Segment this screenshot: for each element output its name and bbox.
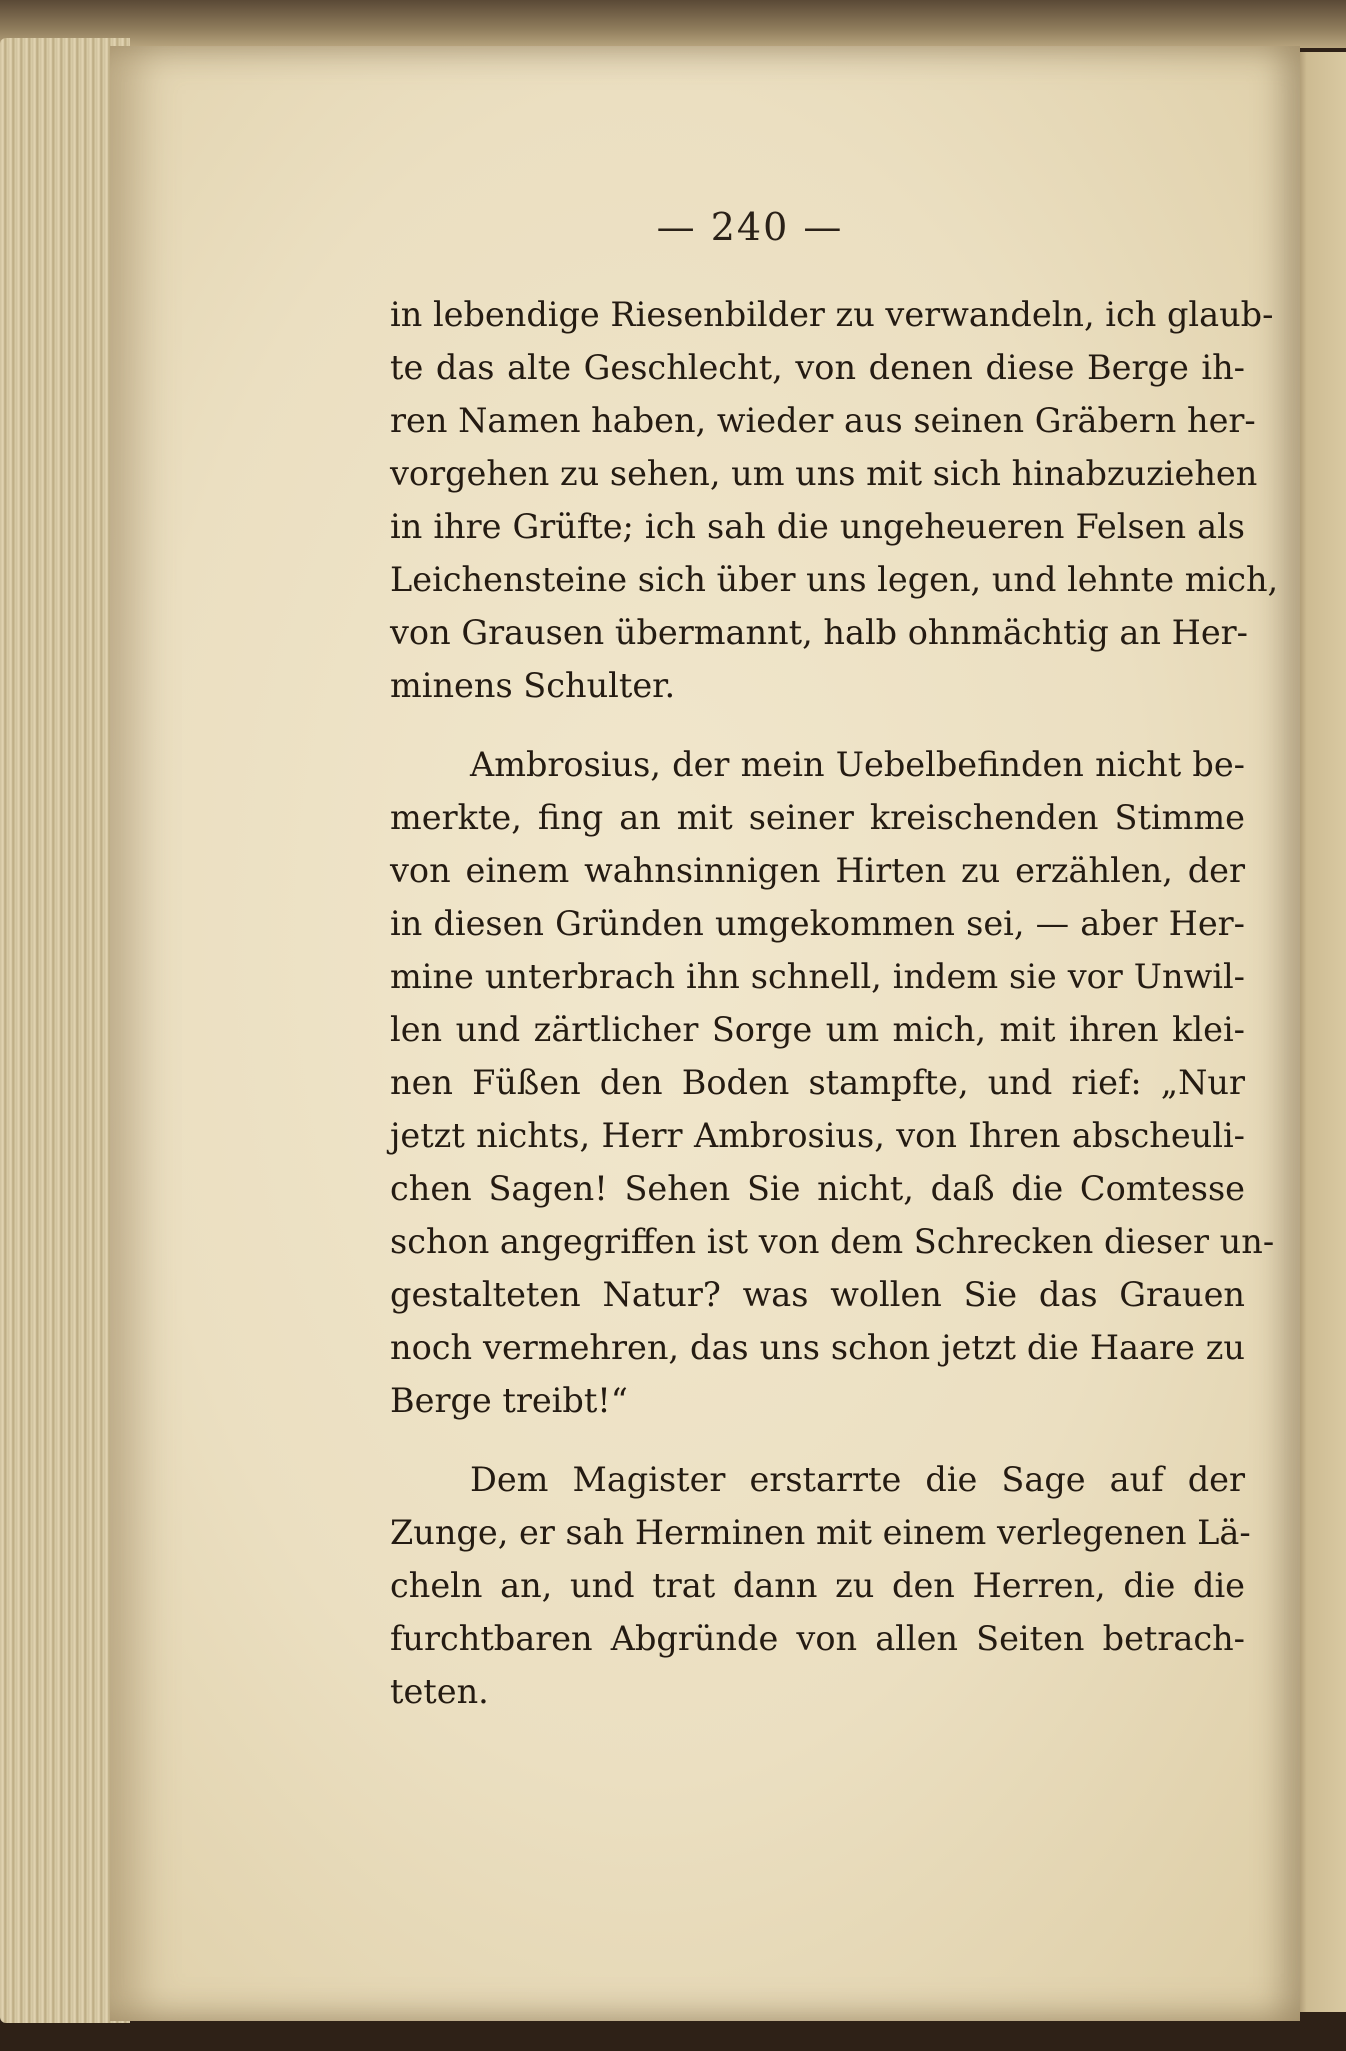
text-line: noch vermehren, das uns schon jetzt die Haare zu (390, 1328, 1245, 1367)
text-line: jetzt nichts, Herr Ambrosius, von Ihren abscheuli- (390, 1116, 1245, 1155)
text-line: teten. (390, 1672, 489, 1711)
text-line: nen Füßen den Boden stampfte, und rief: „Nur (390, 1063, 1245, 1102)
text-line: gestalteten Natur? was wollen Sie das Grauen (390, 1275, 1245, 1314)
text-line: Berge treibt!“ (390, 1381, 628, 1420)
text-line: Leichensteine sich über uns legen, und lehnte mich, (390, 560, 1279, 599)
paragraph-1 (390, 288, 1279, 712)
paragraph-3 (390, 1453, 1251, 1718)
text-line: cheln an, und trat dann zu den Herren, die die (390, 1566, 1245, 1605)
text-line: furchtbaren Abgründe von allen Seiten betrach- (390, 1619, 1245, 1658)
text-line: in ihre Grüfte; ich sah die ungeheueren Felsen als (390, 507, 1245, 546)
text-line: te das alte Geschlecht, von denen diese Berge ih- (390, 348, 1245, 387)
text-line: in lebendige Riesenbilder zu verwandeln, ich glaub- (390, 295, 1274, 334)
text-line: merkte, fing an mit seiner kreischenden Stimme (390, 798, 1245, 837)
text-line: mine unterbrach ihn schnell, indem sie vor Unwil- (390, 957, 1245, 996)
paragraph-2 (390, 738, 1275, 1427)
text-line: ren Namen haben, wieder aus seinen Gräbern her- (390, 401, 1256, 440)
text-line: schon angegriffen ist von dem Schrecken dieser un- (390, 1222, 1275, 1261)
book-top-edge (0, 0, 1346, 48)
text-line: vorgehen zu sehen, um uns mit sich hinabzuziehen (390, 454, 1258, 493)
text-line: minens Schulter. (390, 666, 676, 705)
page-number: — 240 — (656, 205, 844, 249)
text-line: von einem wahnsinnigen Hirten zu erzählen, der (390, 851, 1245, 890)
text-line: len und zärtlicher Sorge um mich, mit ihren klei- (390, 1010, 1245, 1049)
text-line: in diesen Gründen umgekommen sei, — aber Her- (390, 904, 1245, 943)
text-line: von Grausen übermannt, halb ohnmächtig an Her- (390, 613, 1248, 652)
text-line: chen Sagen! Sehen Sie nicht, daß die Comtesse (390, 1169, 1245, 1208)
text-line: Dem Magister erstarrte die Sage auf der (470, 1460, 1245, 1499)
body-text (390, 288, 1279, 1718)
text-line: Ambrosius, der mein Uebelbefinden nicht be- (470, 745, 1245, 784)
text-line: Zunge, er sah Herminen mit einem verlegenen Lä- (390, 1513, 1251, 1552)
